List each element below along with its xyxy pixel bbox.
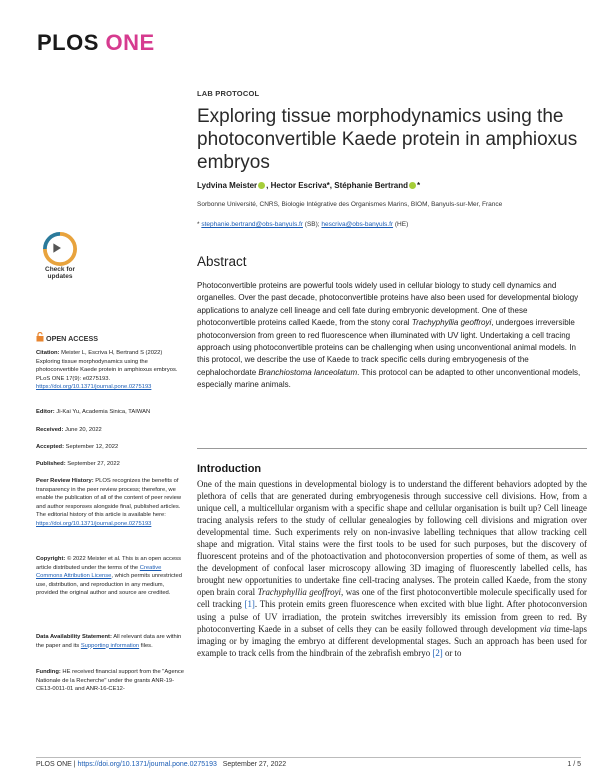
- check-for-updates-label[interactable]: Check for updates: [45, 266, 75, 280]
- citation-doi-link[interactable]: https://doi.org/10.1371/journal.pone.0275193: [36, 384, 152, 391]
- peer-review-block: Peer Review History: PLOS recognizes the benefits of transparency in the peer review process; therefore, we enable the publication of all of the content of peer review and author responses alongside final, published articles. The editorial history of this article is available here: https://doi.org/10.1371/journal.pone.0275193: [36, 478, 182, 527]
- article-type: LAB PROTOCOL: [197, 89, 260, 98]
- open-access-badge: OPEN ACCESS: [36, 332, 98, 343]
- accepted-line: Accepted: September 12, 2022: [36, 444, 119, 450]
- funding-block: Funding: HE received financial support from the "Agence Nationale de la Recherche" under the grants ANR-19-CE13-0011-01 and ANR-16-CE12-: [36, 669, 185, 693]
- orcid-icon[interactable]: [409, 182, 416, 189]
- check-for-updates-icon[interactable]: [36, 232, 84, 266]
- license-link[interactable]: Creative Commons Attribution License: [36, 564, 162, 580]
- author-list: Lydvina Meister , Hector Escriva*, Stéphanie Bertrand *: [197, 181, 421, 190]
- published-line: Published: September 27, 2022: [36, 461, 120, 467]
- author-name[interactable]: Stéphanie Bertrand: [334, 181, 409, 190]
- section-divider: [197, 448, 587, 449]
- peer-review-link[interactable]: https://doi.org/10.1371/journal.pone.0275193: [36, 520, 152, 527]
- email-link[interactable]: hescriva@obs-banyuls.fr: [321, 221, 394, 228]
- abstract-body: Photoconvertible proteins are powerful tools widely used in cellular biology to study cell dynamics and organelles. Over the past decade, photoconvertible proteins have also been used for developmental biology applications to analyze cell lineage and cell fate during embryonic development. One of these photoconvertible proteins called Kaede, from the stony coral Trachyphyllia geoffroyi, undergoes irreversible photoconversion from green to red fluorescence when illuminated with UV light. Undertaking a cell tracing approach using photoconvertible proteins can be challenging when using unconventional animal models. In this protocol, we describe the use of Kaede to track specific cells during embryogenesis of the cephalochordate Branchiostoma lanceolatum. This protocol can be adapted to other unconventional models, especially marine animals.: [197, 281, 581, 390]
- article-title: Exploring tissue morphodynamics using the photoconvertible Kaede protein in amphioxus embryos: [197, 106, 578, 173]
- footer-divider: [36, 757, 581, 758]
- introduction-heading: Introduction: [197, 463, 262, 475]
- orcid-icon[interactable]: [258, 182, 265, 189]
- editor-line: Editor: Ji-Kai Yu, Academia Sinica, TAIWAN: [36, 409, 151, 415]
- affiliation: Sorbonne Université, CNRS, Biologie Intégrative des Organismes Marins, BIOM, Banyuls-sur-Mer, France: [197, 201, 503, 208]
- correspondence: * stephanie.bertrand@obs-banyuls.fr (SB); hescriva@obs-banyuls.fr (HE): [197, 221, 409, 228]
- email-link[interactable]: stephanie.bertrand@obs-banyuls.fr: [201, 221, 303, 228]
- journal-logo: PLOS ONE: [37, 30, 155, 55]
- introduction-body: One of the main questions in developmental biology is to understand the different behaviors adopted by the plethora of cells that are generated during embryogenesis through successive cell divisions. How, from a unique cell, a multicellular organism with a specific shape and cellular organisation is built up? Cell lineage tracing analysis refers to the study of cellular genealogies by following cell divisions and migration over developmental time. Such experiments rely on non-invasive labelling techniques that allow tracking cell shape and migration. Vital stains were the first tools to be used for such purposes, but the discovery of fluorescent proteins and of the photoactivation and photoconversion properties of some of them, as well as the development of confocal laser microscopy allowing 3D imaging of fluorescently labelled cells, has brought new opportunities to undertake fine cell-tracing analyses. The protein called Kaede, from the stony open brain coral Trachyphyllia geoffroyi, was one of the first photoconvertible molecule specifically used for cell tracking [1]. This protein emits green fluorescence when excited with blue light. After photoconversion using a pulse of UV irradiation, the protein switches irreversibly its emission from green to red. By photoconverting Kaede in a subset of cells they can be easily followed through development via time-laps imaging or by imaging the embryo at different developmental stages. Such an approach has been used for example to track cells from the hindbrain of the zebrafish embryo [2] or to: [197, 479, 588, 658]
- citation-block: Citation: Meister L, Escriva H, Bertrand S (2022) Exploring tissue morphodynamics using the photoconvertible Kaede protein in amphioxus embryos. PLoS ONE 17(9): e0275193. https://doi.org/10.1371/journal.pone.0275193: [36, 350, 178, 391]
- received-line: Received: June 20, 2022: [36, 427, 102, 433]
- data-availability-block: Data Availability Statement: All relevant data are within the paper and its Supporting information files.: [36, 634, 182, 649]
- abstract-heading: Abstract: [197, 254, 247, 269]
- author-name[interactable]: Lydvina Meister: [197, 181, 258, 190]
- reference-link[interactable]: [2]: [432, 647, 443, 658]
- reference-link[interactable]: [1]: [244, 599, 255, 610]
- footer-doi-link[interactable]: https://doi.org/10.1371/journal.pone.0275193: [77, 761, 217, 768]
- page-number: 1 / 5: [567, 761, 581, 768]
- open-lock-icon: [36, 332, 44, 342]
- footer: PLOS ONE | https://doi.org/10.1371/journal.pone.0275193 September 27, 2022: [36, 761, 287, 768]
- supporting-info-link[interactable]: Supporting information: [80, 642, 140, 649]
- copyright-block: Copyright: © 2022 Meister et al. This is an open access article distributed under the terms of the Creative Commons Attribution License, which permits unrestricted use, distribution, and reproduction in any medium, provided the original author and source are credited.: [36, 556, 182, 597]
- author-name[interactable]: Hector Escriva: [270, 181, 327, 190]
